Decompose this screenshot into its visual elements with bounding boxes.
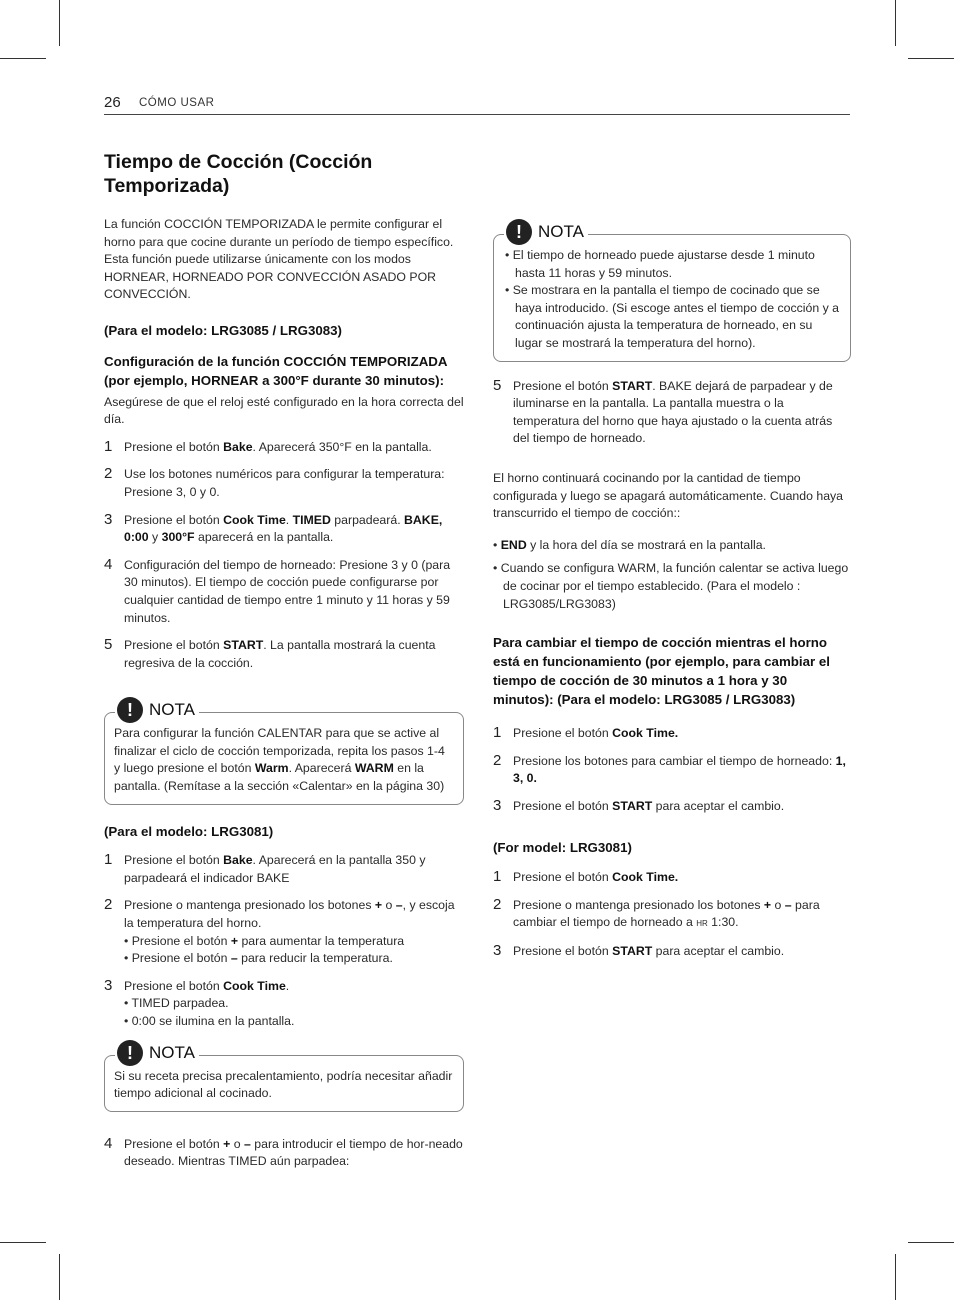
sub-bullet: • Presione el botón – para reducir la temperatura. [124, 951, 393, 966]
bullet-item: • Cuando se configura WARM, la función calentar se activa luego de cocinar por el tiempo establecido. (Para el modelo : LRG3085/LRG3083) [493, 561, 849, 611]
step-item [104, 852, 464, 887]
change-heading: Para cambiar el tiempo de cocción mientras el horno está en funcionamiento (por ejemplo, para cambiar el tiempo de cocción de 30 minutos a 1 hora y 30 minutos): (Para el modelo: LRG3085 / LRG3083) [493, 635, 830, 708]
step-text: Presione o mantenga presionado los botones + o –, y escoja la temperatura del horno. • Presione el botón + para aumentar la temperatura • Presione el botón – para reducir la temperatura. [124, 897, 464, 967]
crop-mark [59, 0, 60, 46]
step-number: 4 [104, 555, 113, 573]
crop-mark [895, 1254, 896, 1300]
crop-mark [0, 1242, 46, 1243]
note-item: • Se mostrara en la pantalla el tiempo de cocinado que se haya introducido. (Si escoge antes el tiempo de cocción y a continuación ajusta la temperatura de horneado, en su lugar se mostrará la temperatura del horno). [505, 283, 840, 350]
note-list [503, 247, 840, 353]
sub-bullet: • TIMED parpadea. [124, 996, 229, 1011]
exclamation-icon: ! [117, 697, 143, 723]
note-label: NOTA [149, 700, 195, 720]
step-item [104, 466, 464, 501]
step-item [493, 725, 851, 743]
step-number: 5 [493, 376, 502, 394]
step-text: Presione o mantenga presionado los botones + o – para cambiar el tiempo de horneado a HR 1:30. [513, 897, 820, 930]
page-number: 26 [104, 94, 121, 111]
step-number: 5 [104, 636, 113, 654]
step-text: Presione el botón START. BAKE dejará de parpadear y de iluminarse en la pantalla. La pantalla muestra o la temperatura del horno que haya ajustado o la cuenta atrás del tiempo de horneado. [513, 378, 833, 446]
step-number: 3 [104, 976, 113, 994]
step-number: 1 [493, 724, 502, 742]
step-text: Presione el botón Cook Time. [513, 726, 679, 741]
step-item [104, 897, 464, 967]
note-box [493, 222, 851, 362]
note-tag [115, 697, 199, 723]
step-item [493, 753, 851, 788]
step-item [104, 978, 464, 1031]
note-label: NOTA [538, 222, 584, 242]
step-text: Presione el botón Cook Time. [513, 870, 679, 885]
note-tag [115, 1040, 199, 1066]
step-text: Presione el botón Bake. Aparecerá en la pantalla 350 y parpadeará el indicador BAKE [124, 853, 426, 885]
step-item [493, 378, 851, 448]
crop-mark [895, 0, 896, 46]
exclamation-icon: ! [117, 1040, 143, 1066]
step-text: Presione el botón START. La pantalla mostrará la cuenta regresiva de la cocción. [124, 638, 436, 670]
step-item [493, 897, 851, 933]
step-text: Presione el botón Cook Time. • TIMED parpadea. • 0:00 se ilumina en la pantalla. [124, 978, 464, 1031]
step-text: Presione el botón START para aceptar el cambio. [513, 798, 785, 813]
step-number: 1 [493, 868, 502, 886]
model-heading: (Para el modelo: LRG3081) [104, 823, 274, 839]
sub-bullet: • 0:00 se ilumina en la pantalla. [124, 1014, 295, 1028]
exclamation-icon: ! [506, 219, 532, 245]
step-text: Use los botones numéricos para configurar la temperatura: Presione 3, 0 y 0. [124, 467, 445, 499]
crop-mark [0, 58, 46, 59]
page-title: Tiempo de Cocción (Cocción Temporizada) [104, 151, 373, 197]
step-number: 4 [104, 1134, 113, 1152]
step-number: 2 [104, 896, 113, 914]
right-column [493, 222, 851, 970]
note-box [104, 1042, 464, 1112]
note-box [104, 700, 464, 804]
model-heading: (For model: LRG3081) [493, 840, 632, 856]
step-number: 1 [104, 851, 113, 869]
config-heading: Configuración de la función COCCIÓN TEMPORIZADA (por ejemplo, HORNEAR a 300°F durante 30 minutos): [104, 353, 448, 388]
note-item: • El tiempo de horneado puede ajustarse desde 1 minuto hasta 11 horas y 59 minutos. [505, 248, 815, 280]
note-text: Si su receta precisa precalentamiento, podría necesitar añadir tiempo adicional al cocinado. [114, 1068, 453, 1101]
note-tag [504, 219, 588, 245]
step-item [493, 943, 851, 961]
step-number: 2 [104, 465, 113, 483]
intro-paragraph: La función COCCIÓN TEMPORIZADA le permite configurar el horno para que cocine durante un período de tiempo específico. Esta función puede utilizarse únicamente con los modos HORNEAR, HORNEADO POR CONVECCIÓN ASADO POR CONVECCIÓN. [104, 217, 454, 302]
step-text: Presione el botón Bake. Aparecerá 350°F en la pantalla. [124, 439, 432, 454]
step-text: Presione los botones para cambiar el tiempo de horneado: 1, 3, 0. [513, 753, 846, 786]
note-label: NOTA [149, 1042, 195, 1062]
step-number: 3 [493, 941, 502, 959]
step-item [493, 869, 851, 887]
model-heading: (Para el modelo: LRG3085 / LRG3083) [104, 322, 342, 338]
steps-list [104, 439, 464, 673]
step-item [493, 798, 851, 816]
section-label: CÓMO USAR [139, 97, 215, 109]
step-item [104, 1136, 464, 1171]
step-text: Presione el botón + o – para introducir el tiempo de hor-neado deseado. Mientras TIMED aún parpadea: [124, 1136, 463, 1169]
step-number: 3 [493, 796, 502, 814]
step-number: 2 [493, 895, 502, 913]
note-text: Para configurar la función CALENTAR para que se active al finalizar el ciclo de cocción temporizada, repita los pasos 1-4 y luego presione el botón Warm. Aparecerá WARM en la pantalla. (Remítase a la sección «Calentar» en la página 30) [114, 726, 445, 794]
step-item [104, 439, 464, 457]
step-item [104, 557, 464, 627]
crop-mark [908, 58, 954, 59]
crop-mark [59, 1254, 60, 1300]
bullet-item: • END y la hora del día se mostrará en la pantalla. [493, 537, 766, 552]
step-text: Configuración del tiempo de horneado: Presione 3 y 0 (para 30 minutos). El tiempo de cocción puede configurarse por cualquier cantidad de tiempo entre 1 minuto y 11 horas y 59 minutos. [124, 557, 451, 625]
step-item [104, 512, 464, 547]
page-header [104, 94, 850, 115]
left-column [104, 150, 464, 1181]
step-number: 1 [104, 437, 113, 455]
step-text: Presione el botón START para aceptar el cambio. [513, 943, 785, 958]
crop-mark [908, 1242, 954, 1243]
step-item [104, 637, 464, 672]
sub-bullet: • Presione el botón + para aumentar la temperatura [124, 933, 405, 948]
step-number: 2 [493, 751, 502, 769]
clock-note: Asegúrese de que el reloj esté configurado en la hora correcta del día. [104, 394, 464, 427]
step-number: 3 [104, 510, 113, 528]
step-text: Presione el botón Cook Time. TIMED parpadeará. BAKE, 0:00 y 300°F aparecerá en la pantalla. [124, 512, 443, 545]
continue-paragraph: El horno continuará cocinando por la cantidad de tiempo configurada y luego se apagará automáticamente. Cuando haya transcurrido el tiempo de cocción:: [493, 470, 844, 521]
